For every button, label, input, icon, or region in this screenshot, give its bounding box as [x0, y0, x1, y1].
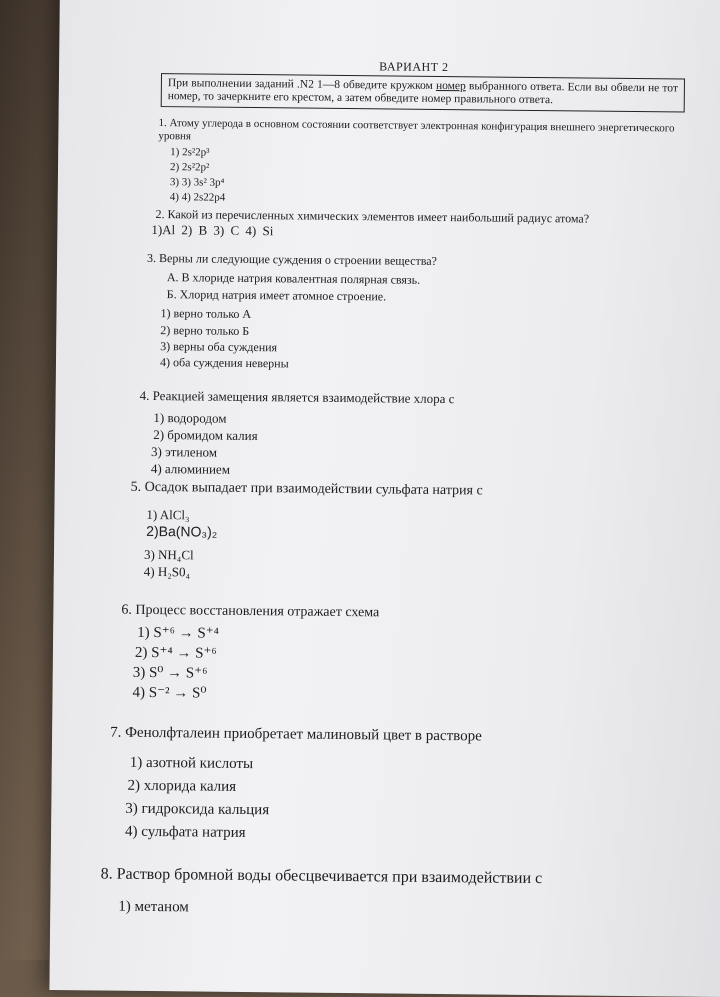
question-1-option-2[interactable]: 2) 2s²2p² [169, 161, 210, 174]
question-2-options[interactable]: 1)Al 2) B 3) C 4) Si [151, 221, 274, 239]
question-1-text: 1. Атому углерода в основном состоянии соответствует электронная конфигурация внешнего энергетического уровня [158, 117, 675, 143]
question-7-option-4[interactable]: 4) сульфата натрия [125, 823, 246, 841]
question-3-statement-a: А. В хлориде натрия ковалентная полярная связь. [166, 270, 421, 287]
question-5-option-3[interactable]: 3) NH₄Cl [143, 546, 194, 563]
question-7-option-2[interactable]: 2) хлорида калия [127, 777, 237, 795]
question-3-option-4[interactable]: 4) оба суждения неверны [159, 355, 289, 371]
question-4-option-2[interactable]: 2) бромидом калия [153, 427, 258, 444]
question-8-text: 8. Раствор бромной воды обесцвечивается при взаимодействии с [100, 865, 543, 888]
question-6-option-2[interactable]: 2) S⁺⁴ → S⁺⁶ [134, 644, 217, 662]
question-1-option-4[interactable]: 4) 4) 2s22p4 [169, 191, 226, 204]
question-2-text: 2. Какой из перечисленных химических элементов имеет наибольший радиус атома? [155, 207, 590, 226]
question-1-option-3[interactable]: 3) 3) 3s² 3p⁴ [169, 176, 225, 189]
question-3-option-3[interactable]: 3) верны оба суждения [160, 339, 278, 355]
question-3-option-2[interactable]: 2) верно только Б [160, 323, 250, 338]
question-4-option-3[interactable]: 3) этиленом [150, 443, 218, 460]
question-5-text: 5. Осадок выпадает при взаимодействии сульфата натрия с [130, 479, 483, 499]
question-7-option-1[interactable]: 1) азотной кислоты [129, 754, 254, 773]
question-3-option-1[interactable]: 1) верно только А [160, 306, 252, 322]
question-1-option-1[interactable]: 1) 2s²2p³ [170, 146, 210, 159]
exam-sheet [49, 0, 720, 997]
question-5-option-4[interactable]: 4) H₂S0₄ [143, 563, 191, 580]
question-6-text: 6. Процесс восстановления отражает схема [121, 602, 380, 621]
question-6-option-1[interactable]: 1) S⁺⁶ → S⁺⁴ [137, 624, 219, 642]
question-7-option-3[interactable]: 3) гидроксида кальция [125, 800, 270, 819]
question-5-option-1[interactable]: 1) AlCl₃ [146, 506, 190, 523]
question-4-option-4[interactable]: 4) алюминием [150, 460, 231, 477]
instruction-text-post: выбранного ответа. Если вы обвели не тот номер, то зачеркните его крестом, а затем обведите номер правильного ответа. [167, 80, 678, 107]
sheet-content [49, 0, 720, 997]
instruction-text-underlined: номер [435, 79, 466, 93]
question-7-text: 7. Фенолфталеин приобретает малиновый цвет в растворе [110, 724, 482, 745]
question-6-option-3[interactable]: 3) S⁰ → S⁺⁶ [132, 664, 208, 682]
variant-title: ВАРИАНТ 2 [379, 59, 449, 75]
question-3-statement-b: Б. Хлорид натрия имеет атомное строение. [166, 287, 387, 304]
question-5-option-2[interactable]: 2)Ba(NO₃)₂ [146, 522, 218, 540]
question-3-text: 3. Верны ли следующие суждения о строении вещества? [147, 250, 437, 268]
instruction-text-pre: При выполнении заданий .N2 1—8 обведите кружком [167, 77, 437, 92]
question-8-option-1[interactable]: 1) метаном [118, 898, 189, 916]
instruction-box [161, 73, 685, 112]
question-6-option-4[interactable]: 4) S⁻² → S⁰ [132, 684, 207, 702]
question-4-option-1[interactable]: 1) водородом [153, 410, 227, 426]
question-4-text: 4. Реакцией замещения является взаимодействие хлора с [139, 387, 455, 407]
